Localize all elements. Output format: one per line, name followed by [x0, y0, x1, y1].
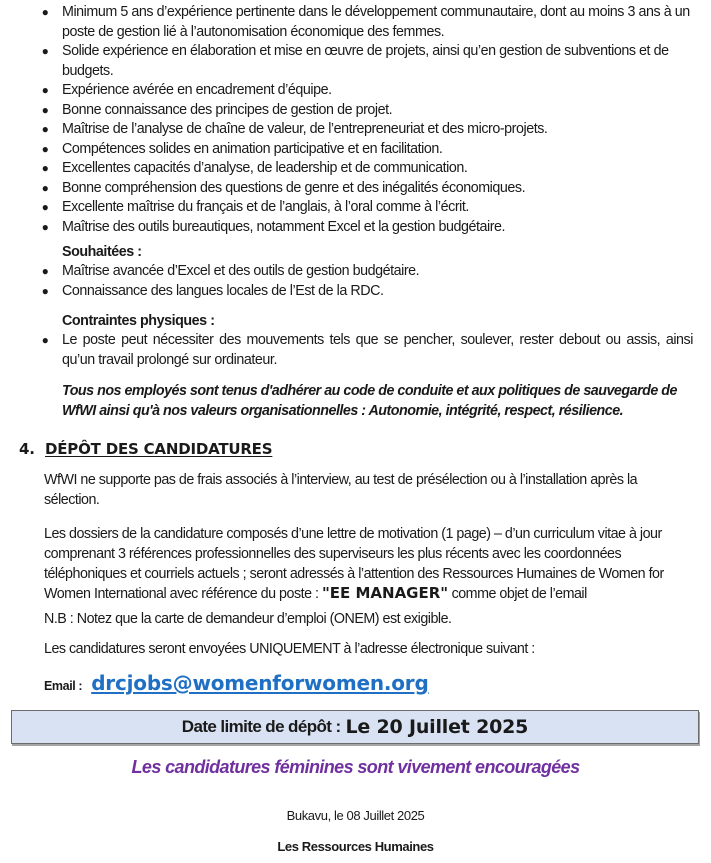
email-row	[44, 671, 429, 695]
list-item: ● Expérience avérée en encadrement d’équipe.	[0, 81, 711, 101]
deadline-box	[11, 710, 699, 744]
email-label: Email :	[44, 679, 83, 693]
list-item: ● Connaissance des langues locales de l’Est de la RDC.	[0, 282, 711, 302]
list-item: ● Bonne compréhension des questions de genre et des inégalités économiques.	[0, 179, 711, 199]
list-item: ● Bonne connaissance des principes de gestion de projet.	[0, 101, 711, 121]
list-item: ● Maîtrise des outils bureautiques, notamment Excel et la gestion budgétaire.	[0, 218, 711, 238]
bullet-icon: ●	[41, 200, 49, 214]
fees-paragraph: WfWI ne supporte pas de frais associés à l’interview, au test de présélection ou à l’installation après la sélection.	[44, 472, 638, 508]
list-item: ● Compétences solides en animation participative et en facilitation.	[0, 140, 711, 160]
bullet-icon: ●	[41, 161, 49, 175]
place-date: Bukavu, le 08 Juillet 2025	[286, 808, 425, 823]
bullet-icon: ●	[41, 141, 49, 156]
bullet-icon: ●	[41, 283, 49, 298]
list-item: ● Solide expérience en élaboration et mise en œuvre de projets, ainsi qu’en gestion de subventions et de budgets.	[41, 43, 669, 79]
section-number: 4.	[19, 440, 35, 458]
desired-qualifications	[0, 243, 711, 301]
physical-constraints	[0, 312, 711, 370]
desired-list	[0, 262, 711, 301]
bullet-icon: ●	[41, 44, 49, 58]
section-title: DÉPÔT DES CANDIDATURES	[45, 440, 273, 458]
list-item: ● Excellentes capacités d’analyse, de leadership et de communication.	[0, 159, 711, 179]
desired-heading: Souhaitées :	[62, 244, 142, 260]
application-paragraph: Les dossiers de la candidature composés d’une lettre de motivation (1 page) – d’un curriculum vitae à jour comprenant 3 références professionnelles des superviseurs les plus récents avec les coordonnées téléphoniques et courriels actuels ; seront adressés à l’attention des Ressources Humaines de Women for Women International avec référence du poste : "EE MANAGER" comme objet de l’email	[44, 526, 664, 603]
nb-note: N.B : Notez que la carte de demandeur d’emploi (ONEM) est exigible.	[44, 611, 452, 627]
send-instruction: Les candidatures seront envoyées UNIQUEMENT à l’adresse électronique suivant :	[44, 641, 535, 657]
bullet-icon: ●	[41, 180, 49, 195]
bullet-icon: ●	[41, 83, 49, 97]
email-link[interactable]: drcjobs@womenforwomen.org	[91, 671, 429, 695]
policy-note: Tous nos employés sont tenus d'adhérer au code de conduite et aux politiques de sauvegarde de WfWI ainsi qu'à nos valeurs organisationnelles : Autonomie, intégrité, respect, résilience.	[62, 383, 677, 419]
encouragement-text: Les candidatures féminines sont vivement encouragées	[131, 757, 580, 777]
section-heading	[19, 440, 272, 458]
list-item: ● Excellente maîtrise du français et de l’anglais, à l’oral comme à l’écrit.	[0, 198, 711, 218]
physical-list	[0, 331, 711, 370]
deadline-value: Le 20 Juillet 2025	[345, 716, 529, 738]
physical-heading: Contraintes physiques :	[62, 313, 215, 329]
list-item: ● Maîtrise avancée d’Excel et des outils de gestion budgétaire.	[0, 262, 711, 282]
required-list	[0, 3, 711, 237]
bullet-icon: ●	[41, 264, 49, 278]
required-qualifications	[0, 3, 711, 237]
deadline-label: Date limite de dépôt :	[181, 717, 341, 736]
bullet-icon: ●	[41, 333, 49, 347]
list-item: ● Le poste peut nécessiter des mouvements tels que se pencher, soulever, rester debout ou assis, ainsi qu’un travail prolongé sur ordinateur.	[41, 332, 693, 368]
bullet-icon: ●	[41, 122, 49, 136]
list-item: ● Minimum 5 ans d’expérience pertinente dans le développement communautaire, dont au moins 3 ans à un poste de gestion lié à l’autonomisation économique des femmes.	[41, 4, 690, 40]
position-reference: "EE MANAGER"	[321, 584, 449, 603]
bullet-icon: ●	[41, 102, 49, 117]
bullet-icon: ●	[41, 5, 49, 19]
list-item: ● Maîtrise de l’analyse de chaîne de valeur, de l’entrepreneuriat et des micro-projets.	[0, 120, 711, 140]
signature: Les Ressources Humaines	[277, 839, 434, 854]
bullet-icon: ●	[41, 219, 49, 234]
